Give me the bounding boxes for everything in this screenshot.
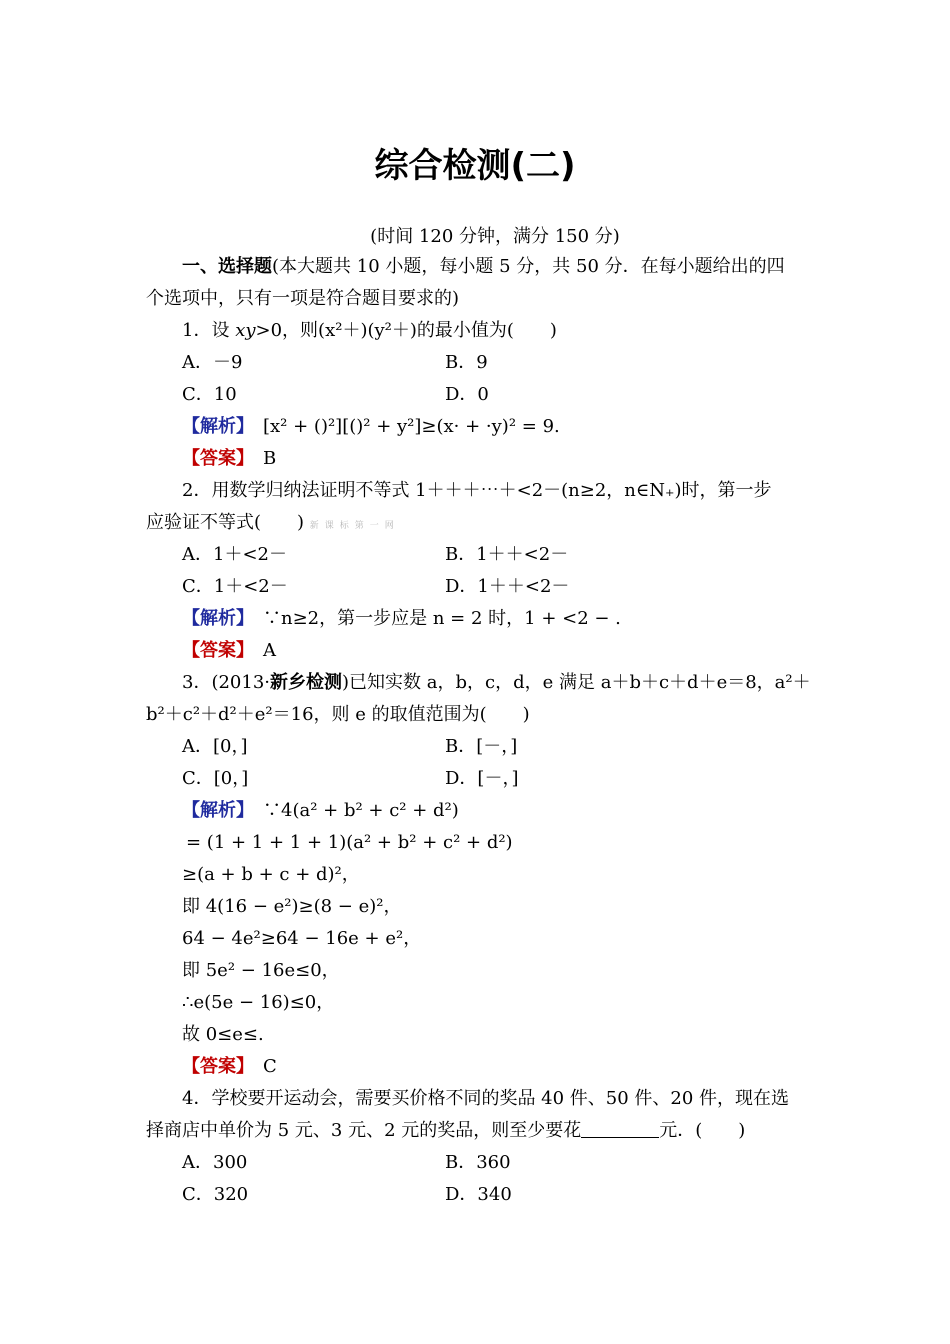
q2-line2: 应验证不等式( ) [146, 512, 305, 533]
answer-label: 【答案】 [182, 1056, 245, 1077]
q3-option-a: A．[0，] [182, 736, 248, 757]
q1-analysis [182, 416, 560, 438]
question-2-stem-line1: 2．用数学归纳法证明不等式 1＋＋＋⋯＋<2－(n≥2，n∈N₊)时，第一步 [182, 480, 772, 501]
q3-step: ∴e(5e − 16)≤0， [182, 992, 335, 1013]
q2-analysis [182, 608, 621, 630]
section-desc-1: (本大题共 10 小题，每小题 5 分，共 50 分．在每小题给出的四 [272, 256, 785, 277]
answer-label: 【答案】 [182, 640, 245, 661]
q2-option-c: C．1＋<2－ [182, 576, 288, 597]
q3-source: 新乡检测 [270, 672, 343, 693]
fill-blank [581, 1121, 659, 1138]
q1-option-b: B．9 [445, 352, 488, 373]
q1-answer-value: B [263, 448, 277, 469]
q1-analysis-text: [x² + ()²][()² + y²]≥(x· + ·y)² = 9. [263, 416, 560, 437]
q3-option-d: D．[－，] [445, 768, 519, 789]
exam-info: (时间 120 分钟，满分 150 分) [370, 226, 620, 247]
analysis-label: 【解析】 [182, 608, 245, 629]
question-3-stem-line2: b²＋c²＋d²＋e²＝16，则 e 的取值范围为( ) [146, 704, 530, 725]
q2-option-d: D．1＋＋<2－ [445, 576, 570, 597]
q2-answer [182, 640, 276, 662]
q4-option-c: C．320 [182, 1184, 249, 1205]
q1-pre: 1．设 [182, 320, 236, 341]
q3-step: 即 5e² − 16e≤0， [182, 960, 340, 981]
page-title: 综合检测(二) [374, 146, 576, 186]
q3-option-c: C．[0，] [182, 768, 249, 789]
q3-line1-rest: )已知实数 a，b，c，d，e 满足 a＋b＋c＋d＋e＝8，a²＋ [342, 672, 811, 693]
q3-step: ∵4(a² + b² + c² + d²) [263, 800, 459, 821]
analysis-label: 【解析】 [182, 800, 245, 821]
q1-option-c: C．10 [182, 384, 237, 405]
q3-option-b: B．[－，] [445, 736, 518, 757]
section-header [182, 256, 785, 278]
q3-step: 即 4(16 − e²)≥(8 − e)²， [182, 896, 402, 917]
q1-var: xy [235, 320, 256, 341]
q1-answer [182, 448, 276, 470]
q4-option-d: D．340 [445, 1184, 512, 1205]
q2-analysis-text: ∵n≥2，第一步应是 n = 2 时，1 + <2 − . [263, 608, 621, 629]
q3-step: ≥(a + b + c + d)²， [182, 864, 360, 885]
q4-option-a: A．300 [182, 1152, 248, 1173]
question-1-stem [182, 320, 557, 342]
q4-line2-post: 元．( ) [659, 1120, 746, 1141]
q2-option-a: A．1＋<2－ [182, 544, 287, 565]
question-3-stem-line1 [182, 672, 811, 694]
answer-label: 【答案】 [182, 448, 245, 469]
q1-option-a: A．－9 [182, 352, 243, 373]
q4-option-b: B．360 [445, 1152, 511, 1173]
q3-answer [182, 1056, 277, 1078]
watermark: 新课标第一网 [309, 521, 400, 531]
q2-option-b: B．1＋＋<2－ [445, 544, 569, 565]
question-4-stem-line1: 4．学校要开运动会，需要买价格不同的奖品 40 件、50 件、20 件，现在选 [182, 1088, 790, 1109]
section-desc-2: 个选项中，只有一项是符合题目要求的) [146, 288, 460, 309]
q2-answer-value: A [263, 640, 276, 661]
q3-analysis [182, 800, 459, 822]
q3-step: 故 0≤e≤. [182, 1024, 264, 1045]
q3-num: 3．(2013· [182, 672, 271, 693]
q3-step: = (1 + 1 + 1 + 1)(a² + b² + c² + d²) [186, 832, 513, 853]
q3-step: 64 − 4e²≥64 − 16e + e²， [182, 928, 422, 949]
q3-answer-value: C [263, 1056, 277, 1077]
question-4-stem-line2 [146, 1120, 745, 1142]
q1-option-d: D．0 [445, 384, 489, 405]
question-2-stem-line2 [146, 512, 400, 537]
section-heading: 一、选择题 [182, 256, 272, 277]
analysis-label: 【解析】 [182, 416, 245, 437]
q1-post: >0，则(x²＋)(y²＋)的最小值为( ) [255, 320, 557, 341]
q4-line2-pre: 择商店中单价为 5 元、3 元、2 元的奖品，则至少要花 [146, 1120, 582, 1141]
